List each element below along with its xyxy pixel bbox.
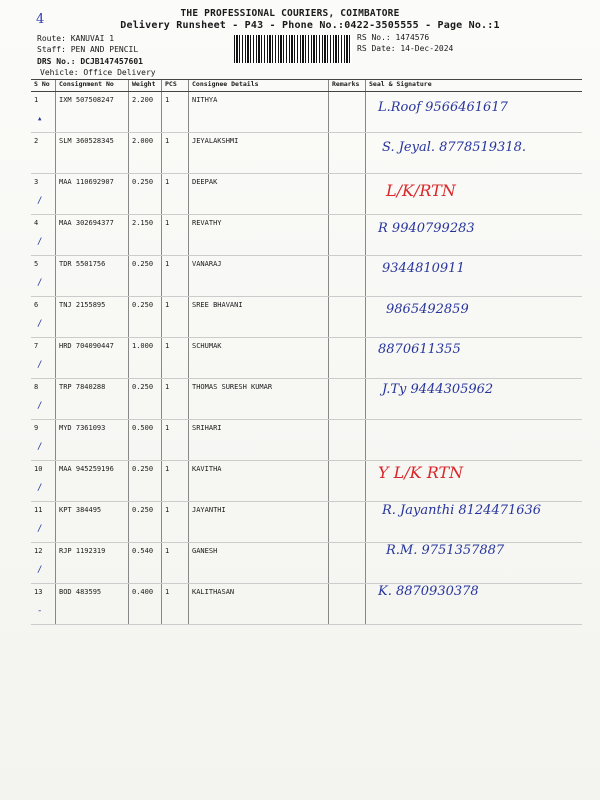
consignment-cell xyxy=(56,338,129,379)
weight-cell-text: 0.250 xyxy=(132,506,154,514)
consignment-cell xyxy=(56,215,129,256)
consignee-cell xyxy=(189,461,329,502)
pcs-cell-text: 1 xyxy=(165,301,170,309)
pcs-cell-text: 1 xyxy=(165,96,170,104)
consignee-cell-text: REVATHY xyxy=(192,219,222,227)
consignment-cell-text: TNJ 2155895 xyxy=(59,301,106,309)
weight-cell-text: 0.400 xyxy=(132,588,154,596)
handwritten-corner-mark: 4 xyxy=(36,12,45,27)
sno-cell xyxy=(31,502,56,543)
tick-mark: / xyxy=(37,278,43,288)
sno-cell-text: 1 xyxy=(34,96,39,104)
sno-cell-text: 13 xyxy=(34,588,43,596)
sno-cell xyxy=(31,379,56,420)
sno-cell xyxy=(31,297,56,338)
consignee-cell-text: VANARAJ xyxy=(192,260,222,268)
consignment-cell xyxy=(56,461,129,502)
consignment-cell-text: SLM 360528345 xyxy=(59,137,114,145)
consignment-cell xyxy=(56,256,129,297)
pcs-cell xyxy=(162,215,189,256)
pcs-cell xyxy=(162,379,189,420)
remarks-cell xyxy=(329,256,366,297)
pcs-cell xyxy=(162,461,189,502)
rs-date: RS Date: 14-Dec-2024 xyxy=(357,44,454,53)
remarks-cell xyxy=(329,379,366,420)
company-title: THE PROFESSIONAL COURIERS, COIMBATORE xyxy=(180,8,400,19)
weight-cell-text: 0.250 xyxy=(132,260,154,268)
weight-cell-text: 0.250 xyxy=(132,465,154,473)
sno-cell-text: 7 xyxy=(34,342,39,350)
weight-cell-text: 2.000 xyxy=(132,137,154,145)
consignment-cell-text: MAA 110692907 xyxy=(59,178,114,186)
consignment-cell-text: MAA 945259196 xyxy=(59,465,114,473)
consignment-cell-text: MYD 7361093 xyxy=(59,424,106,432)
weight-cell xyxy=(129,420,162,461)
consignment-cell xyxy=(56,379,129,420)
consignee-cell xyxy=(189,92,329,133)
remarks-cell xyxy=(329,461,366,502)
drs-number: DRS No.: DCJB147457601 xyxy=(37,57,143,66)
pcs-cell-text: 1 xyxy=(165,260,170,268)
handwritten-signature: J.Ty 9444305962 xyxy=(382,382,494,398)
weight-cell-text: 0.250 xyxy=(132,301,154,309)
pcs-cell-text: 1 xyxy=(165,465,170,473)
tick-mark: / xyxy=(37,196,43,206)
consignment-cell-text: RJP 1192319 xyxy=(59,547,106,555)
weight-cell xyxy=(129,256,162,297)
consignee-cell-text: GANESH xyxy=(192,547,218,555)
tick-mark: / xyxy=(37,524,43,534)
consignee-cell xyxy=(189,133,329,174)
tick-mark: / xyxy=(37,237,43,247)
tick-mark: / xyxy=(37,401,43,411)
remarks-cell xyxy=(329,92,366,133)
handwritten-signature: 8870611355 xyxy=(378,341,461,357)
sno-cell-text: 6 xyxy=(34,301,39,309)
remarks-cell xyxy=(329,502,366,543)
sno-cell xyxy=(31,215,56,256)
route-label: Route: KANUVAI 1 xyxy=(37,34,115,43)
consignee-cell-text: THOMAS SURESH KUMAR xyxy=(192,383,273,391)
pcs-cell xyxy=(162,420,189,461)
remarks-cell xyxy=(329,174,366,215)
table-row xyxy=(31,174,582,215)
weight-cell xyxy=(129,92,162,133)
consignment-cell-text: KPT 384495 xyxy=(59,506,102,514)
tick-mark: / xyxy=(37,360,43,370)
consignee-cell-text: DEEPAK xyxy=(192,178,218,186)
pcs-cell-text: 1 xyxy=(165,219,170,227)
consignee-cell-text: KALITHASAN xyxy=(192,588,235,596)
sno-cell-text: 10 xyxy=(34,465,43,473)
pcs-cell xyxy=(162,338,189,379)
tick-mark: ▴ xyxy=(37,114,43,124)
weight-cell xyxy=(129,502,162,543)
col-sno: S No xyxy=(31,80,56,92)
remarks-cell xyxy=(329,338,366,379)
consignee-cell-text: KAVITHA xyxy=(192,465,222,473)
sno-cell-text: 11 xyxy=(34,506,43,514)
consignee-cell xyxy=(189,543,329,584)
pcs-cell-text: 1 xyxy=(165,383,170,391)
sno-cell-text: 8 xyxy=(34,383,39,391)
weight-cell-text: 1.000 xyxy=(132,342,154,350)
consignee-cell-text: SRIHARI xyxy=(192,424,222,432)
col-signature: Seal & Signature xyxy=(366,80,583,92)
consignee-cell xyxy=(189,420,329,461)
consignee-cell xyxy=(189,379,329,420)
consignment-cell-text: TDR 5501756 xyxy=(59,260,106,268)
consignment-cell-text: TRP 7840288 xyxy=(59,383,106,391)
consignment-cell xyxy=(56,92,129,133)
handwritten-signature: L.Roof 9566461617 xyxy=(378,100,508,115)
consignee-cell-text: SREE BHAVANI xyxy=(192,301,243,309)
pcs-cell-text: 1 xyxy=(165,424,170,432)
consignment-cell xyxy=(56,297,129,338)
weight-cell xyxy=(129,543,162,584)
consignee-cell-text: JAYANTHI xyxy=(192,506,226,514)
handwritten-signature: Y L/K RTN xyxy=(378,462,464,482)
sno-cell xyxy=(31,338,56,379)
consignee-cell xyxy=(189,174,329,215)
sno-cell xyxy=(31,174,56,215)
pcs-cell xyxy=(162,297,189,338)
col-pcs: PCS xyxy=(162,80,189,92)
barcode xyxy=(234,35,352,63)
pcs-cell xyxy=(162,92,189,133)
rs-number: RS No.: 1474576 xyxy=(357,33,430,42)
consignment-cell xyxy=(56,133,129,174)
remarks-cell xyxy=(329,133,366,174)
weight-cell-text: 2.150 xyxy=(132,219,154,227)
pcs-cell-text: 1 xyxy=(165,506,170,514)
weight-cell xyxy=(129,215,162,256)
sno-cell xyxy=(31,92,56,133)
table-row xyxy=(31,215,582,256)
sno-cell xyxy=(31,584,56,625)
consignee-cell xyxy=(189,215,329,256)
table-row xyxy=(31,420,582,461)
staff-label: Staff: PEN AND PENCIL xyxy=(37,45,139,54)
consignee-cell xyxy=(189,297,329,338)
sno-cell xyxy=(31,133,56,174)
weight-cell xyxy=(129,379,162,420)
pcs-cell xyxy=(162,543,189,584)
pcs-cell-text: 1 xyxy=(165,178,170,186)
handwritten-signature: S. Jeyal. 8778519318. xyxy=(382,140,526,156)
consignment-cell xyxy=(56,174,129,215)
vehicle-label: Vehicle: Office Delivery xyxy=(40,68,156,77)
weight-cell xyxy=(129,584,162,625)
consignee-cell-text: NITHYA xyxy=(192,96,218,104)
pcs-cell-text: 1 xyxy=(165,588,170,596)
consignee-cell-text: JEYALAKSHMI xyxy=(192,137,239,145)
consignee-cell xyxy=(189,502,329,543)
consignee-cell xyxy=(189,256,329,297)
handwritten-signature: L/K/RTN xyxy=(386,180,456,200)
sno-cell-text: 4 xyxy=(34,219,39,227)
remarks-cell xyxy=(329,420,366,461)
consignee-cell xyxy=(189,584,329,625)
pcs-cell xyxy=(162,584,189,625)
tick-mark: / xyxy=(37,565,43,575)
handwritten-signature: 9865492859 xyxy=(386,301,469,317)
col-consignee: Consignee Details xyxy=(189,80,329,92)
weight-cell xyxy=(129,297,162,338)
pcs-cell xyxy=(162,174,189,215)
runsheet-subtitle: Delivery Runsheet - P43 - Phone No.:0422-3505555 - Page No.:1 xyxy=(120,20,500,31)
sno-cell-text: 3 xyxy=(34,178,39,186)
handwritten-signature: R. Jayanthi 8124471636 xyxy=(382,503,542,518)
weight-cell xyxy=(129,133,162,174)
pcs-cell-text: 1 xyxy=(165,547,170,555)
table-row xyxy=(31,379,582,420)
consignment-cell xyxy=(56,584,129,625)
table-row xyxy=(31,338,582,379)
consignment-cell-text: HRD 704090447 xyxy=(59,342,114,350)
weight-cell xyxy=(129,338,162,379)
tick-mark: - xyxy=(37,606,43,616)
weight-cell xyxy=(129,461,162,502)
table-header-row xyxy=(31,80,582,92)
consignment-cell xyxy=(56,420,129,461)
pcs-cell xyxy=(162,256,189,297)
consignment-cell-text: MAA 302694377 xyxy=(59,219,114,227)
remarks-cell xyxy=(329,297,366,338)
pcs-cell xyxy=(162,502,189,543)
consignment-cell xyxy=(56,543,129,584)
col-consignment: Consignment No xyxy=(56,80,129,92)
signature-cell xyxy=(366,420,583,461)
sno-cell xyxy=(31,461,56,502)
pcs-cell-text: 1 xyxy=(165,342,170,350)
sno-cell-text: 12 xyxy=(34,547,43,555)
remarks-cell xyxy=(329,215,366,256)
weight-cell-text: 0.540 xyxy=(132,547,154,555)
remarks-cell xyxy=(329,584,366,625)
weight-cell-text: 0.250 xyxy=(132,178,154,186)
sno-cell xyxy=(31,420,56,461)
table-row xyxy=(31,584,582,625)
weight-cell-text: 0.250 xyxy=(132,383,154,391)
col-weight: Weight xyxy=(129,80,162,92)
pcs-cell xyxy=(162,133,189,174)
handwritten-signature: R 9940799283 xyxy=(378,220,475,236)
handwritten-signature: K. 8870930378 xyxy=(378,583,479,599)
sno-cell-text: 9 xyxy=(34,424,39,432)
tick-mark: / xyxy=(37,483,43,493)
pcs-cell-text: 1 xyxy=(165,137,170,145)
sno-cell xyxy=(31,543,56,584)
sno-cell-text: 2 xyxy=(34,137,39,145)
sno-cell-text: 5 xyxy=(34,260,39,268)
consignee-cell xyxy=(189,338,329,379)
consignment-cell-text: IXM 507508247 xyxy=(59,96,114,104)
table-row xyxy=(31,297,582,338)
col-remarks: Remarks xyxy=(329,80,366,92)
handwritten-signature: R.M. 9751357887 xyxy=(386,543,505,559)
tick-mark: / xyxy=(37,442,43,452)
weight-cell-text: 2.200 xyxy=(132,96,154,104)
tick-mark: / xyxy=(37,319,43,329)
sno-cell xyxy=(31,256,56,297)
weight-cell xyxy=(129,174,162,215)
table-row xyxy=(31,256,582,297)
consignee-cell-text: SCHUMAK xyxy=(192,342,222,350)
handwritten-signature: 9344810911 xyxy=(382,261,465,277)
remarks-cell xyxy=(329,543,366,584)
weight-cell-text: 0.500 xyxy=(132,424,154,432)
consignment-cell-text: BOD 483595 xyxy=(59,588,102,596)
table-row xyxy=(31,461,582,502)
consignment-cell xyxy=(56,502,129,543)
